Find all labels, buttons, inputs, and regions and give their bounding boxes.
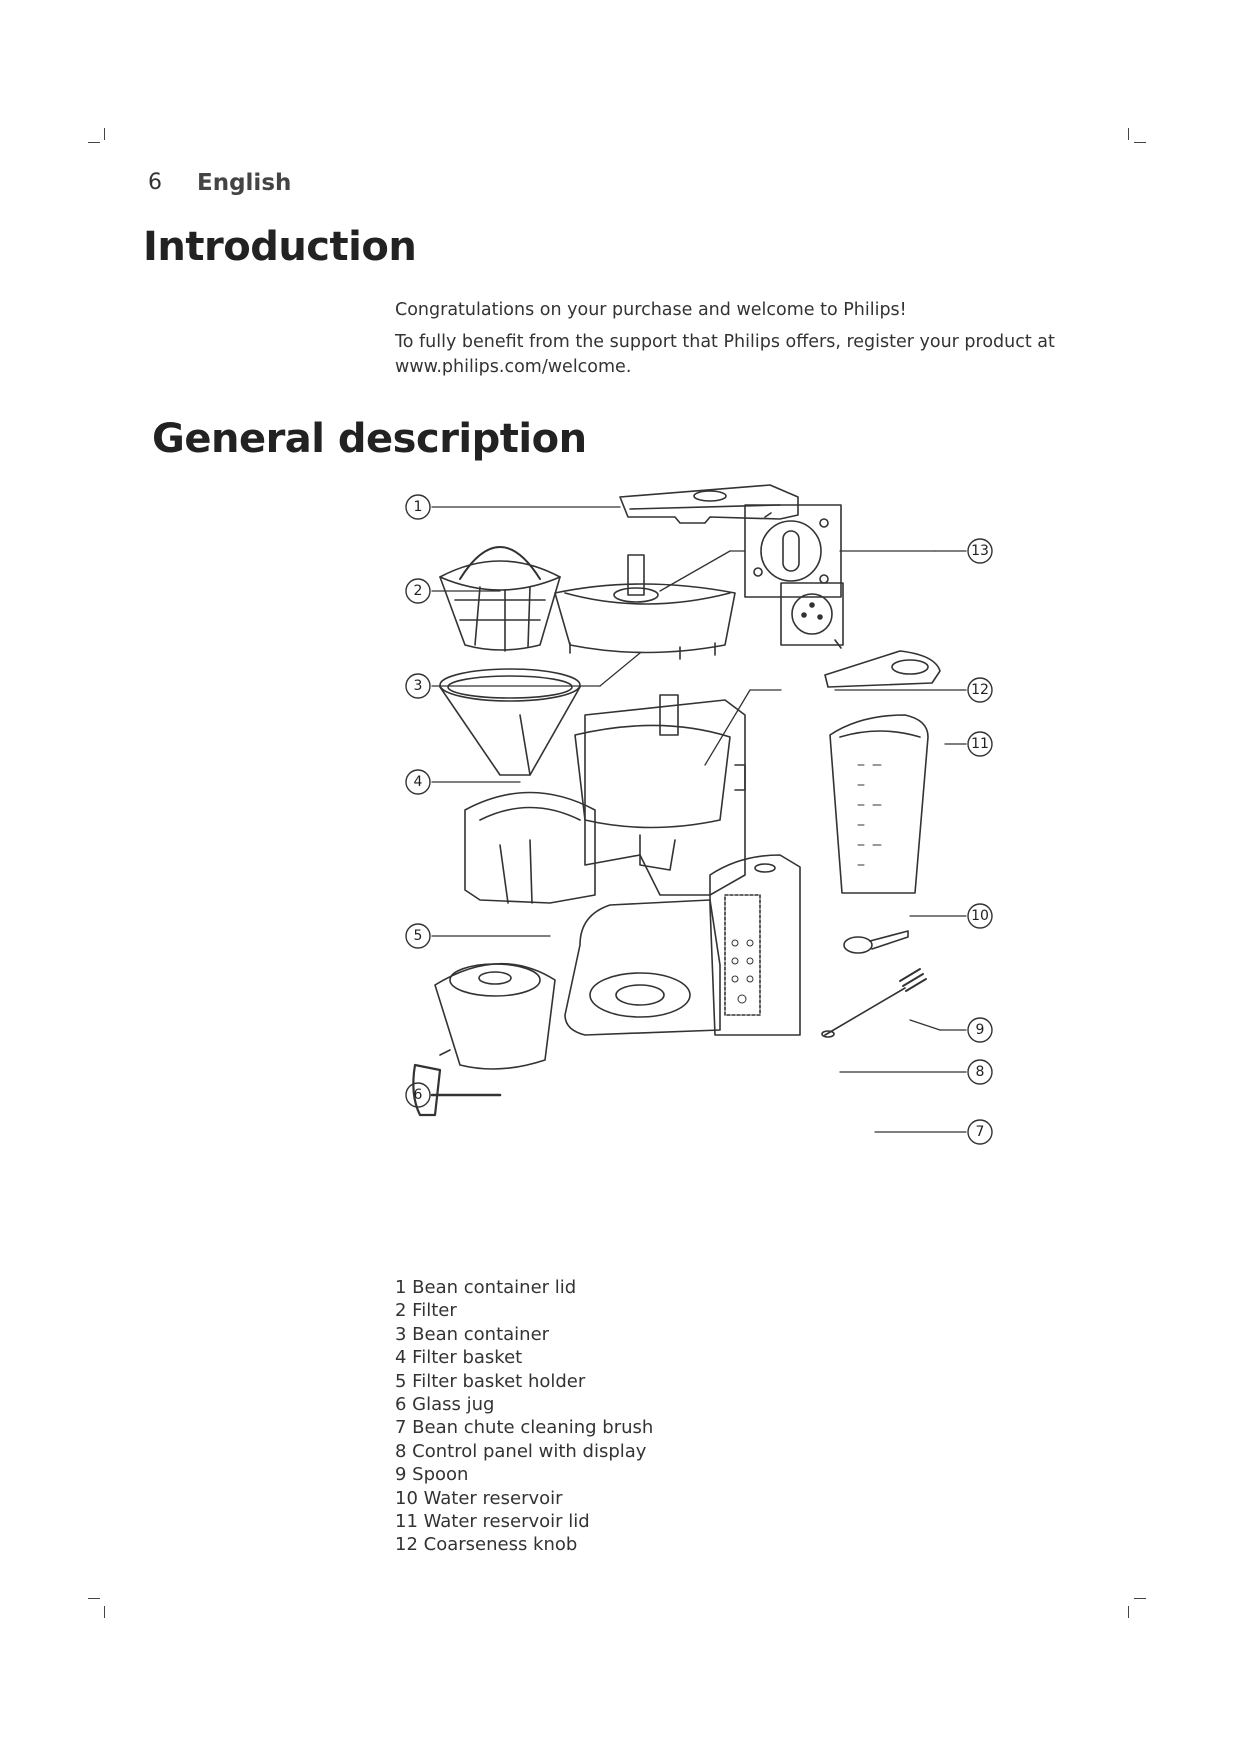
part-item-10: 10 Water reservoir (395, 1487, 563, 1509)
callout-9: 9 (975, 1022, 985, 1038)
filter-basket (440, 669, 580, 775)
cleaning-brush (822, 969, 926, 1037)
general-description-heading: General description (152, 416, 587, 462)
callout-12: 12 (971, 682, 989, 698)
part-item-3: 3 Bean container (395, 1323, 550, 1345)
callout-1: 1 (413, 499, 423, 515)
callout-11: 11 (971, 736, 989, 752)
callout-4: 4 (413, 774, 423, 790)
crop-mark-top-right (1128, 128, 1142, 142)
part-item-7: 7 Bean chute cleaning brush (395, 1417, 654, 1439)
part-item-1: 1 Bean container lid (395, 1277, 577, 1298)
water-reservoir (830, 715, 928, 893)
callout-2: 2 (413, 583, 423, 599)
callout-13: 13 (971, 543, 989, 559)
paper-filter (440, 547, 560, 651)
part-item-11: 11 Water reservoir lid (395, 1511, 590, 1533)
crop-mark-top-left (88, 128, 102, 142)
bean-container-lid (620, 485, 798, 523)
part-item-12: 12 Coarseness knob (395, 1534, 578, 1556)
water-reservoir-lid (825, 651, 940, 687)
callout-10: 10 (971, 908, 989, 924)
part-item-5: 5 Filter basket holder (395, 1370, 586, 1392)
callout-5: 5 (413, 928, 423, 944)
part-item-4: 4 Filter basket (395, 1347, 523, 1369)
filter-basket-holder (465, 793, 595, 904)
glass-jug (413, 964, 555, 1115)
intro-paragraph-1: Congratulations on your purchase and welcome to Philips! (395, 300, 907, 320)
introduction-heading: Introduction (143, 224, 417, 270)
part-item-9: 9 Spoon (395, 1464, 469, 1486)
bean-container (555, 555, 735, 659)
page-language: English (197, 170, 292, 196)
callout-8: 8 (975, 1064, 985, 1080)
coffee-maker-exploded-diagram (380, 475, 1120, 1235)
crop-mark-bottom-right (1128, 1598, 1142, 1612)
callout-6: 6 (413, 1087, 423, 1103)
part-item-8: 8 Control panel with display (395, 1440, 647, 1462)
crop-mark-bottom-left (88, 1598, 102, 1612)
intro-paragraph-2 (395, 330, 1095, 380)
spoon (844, 931, 908, 953)
callout-7: 7 (975, 1124, 985, 1140)
welcome-url: www.philips.com/welcome. (395, 357, 632, 377)
intro-paragraph-2-line-1: To fully benefit from the support that Philips offers, register your product at (395, 332, 1055, 352)
part-item-6: 6 Glass jug (395, 1394, 495, 1416)
callout-3: 3 (413, 678, 423, 694)
part-item-2: 2 Filter (395, 1300, 457, 1322)
page-number: 6 (148, 170, 162, 195)
parts-list (395, 1276, 653, 1557)
inset-coarseness-knob (781, 583, 843, 648)
callout-markers (406, 495, 992, 1144)
coffee-maker-body (565, 695, 800, 1035)
